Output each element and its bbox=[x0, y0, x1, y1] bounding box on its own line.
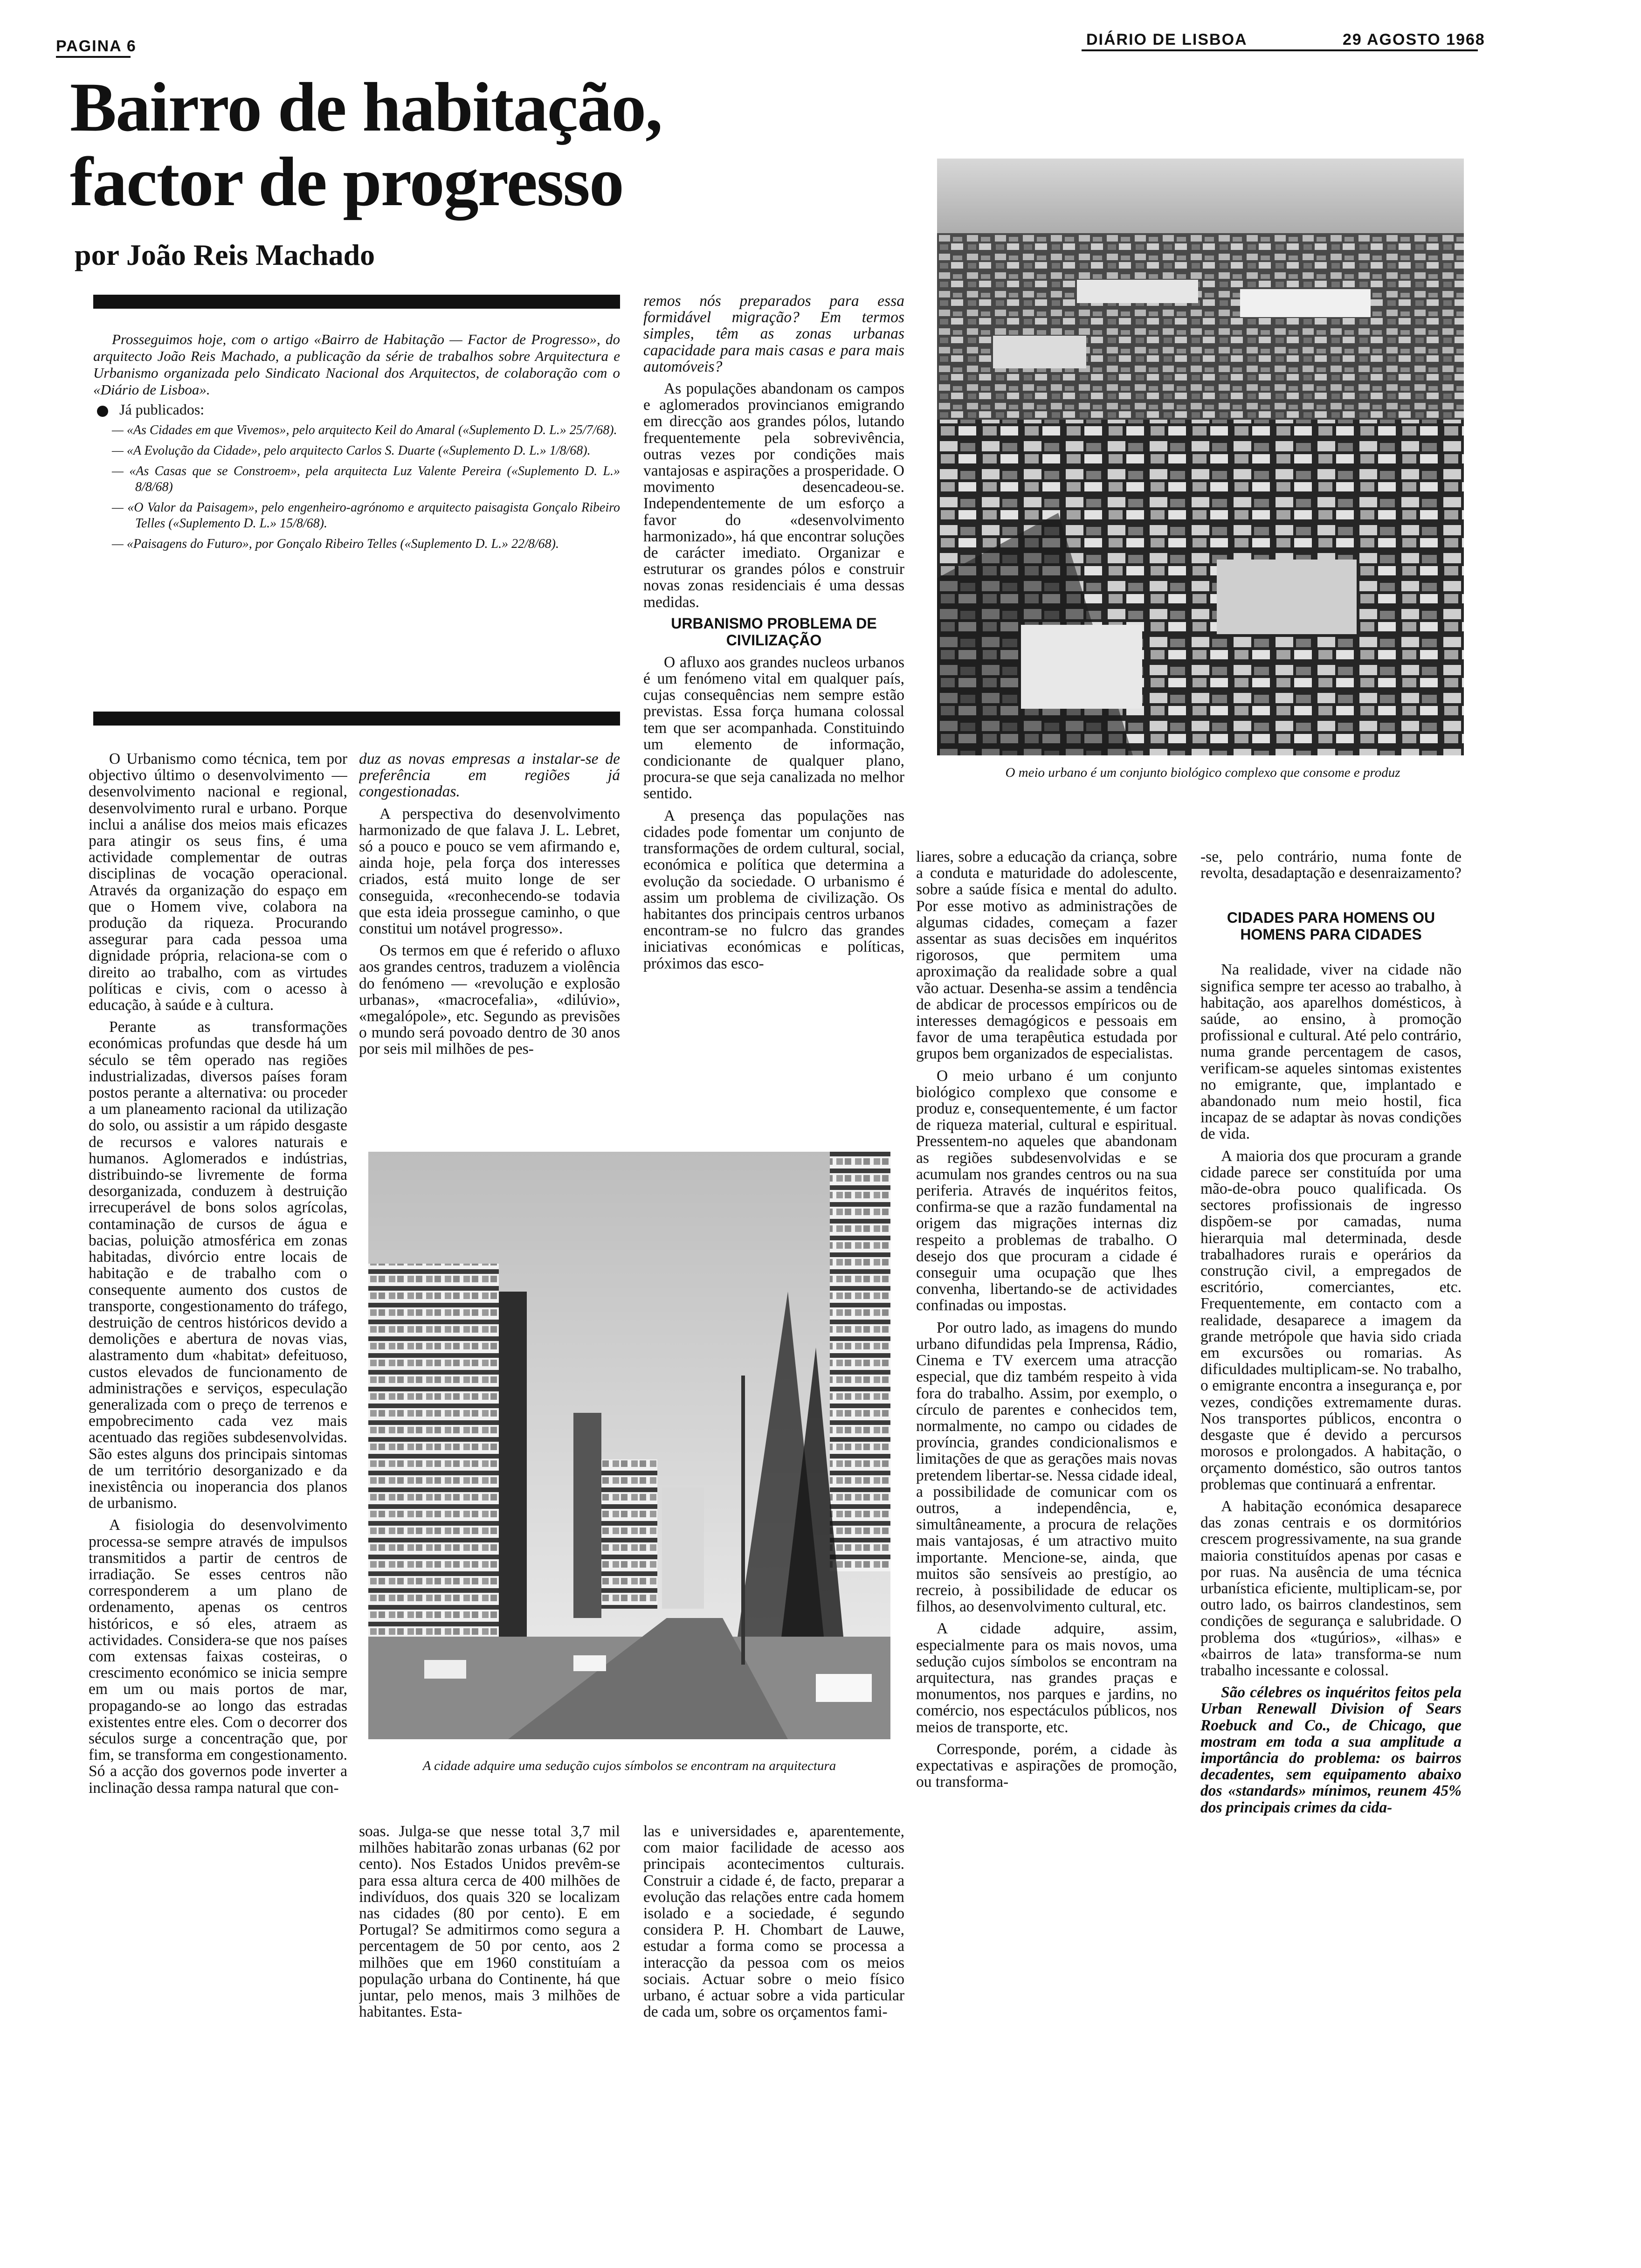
published-label: Já publicados: bbox=[93, 401, 620, 418]
published-item: — «O Valor da Paisagem», pelo engenheiro-agrónomo e arquitecto paisagista Gonçalo Ribeiro Telles («Suplemento D. L.» 15/8/68). bbox=[112, 500, 620, 531]
newspaper-name: DIÁRIO DE LISBOA bbox=[1086, 31, 1248, 48]
paragraph: Por outro lado, as imagens do mundo urbano difundidas pela Imprensa, Rádio, Cinema e TV exercem uma atracção especial, que diz também respeito à vida fora do trabalho. Assim, por exemplo, o círculo de parentes e conhecidos tem, normalmente, no campo ou cidades de província, grandes condicionalismos e limitações de que as gerações mais novas pretendem libertar-se. Nessa cidade ideal, a possibilidade de comunicar com os outros, a independência, e, simultâneamente, a procura de relações mais vantajosas, é um atractivo muito importante. Mencione-se, ainda, que muitos são sensíveis ao prestígio, ao recreio, à possibilidade de educar os filhos, ao desenvolvimento cultural, etc. bbox=[916, 1319, 1177, 1616]
paragraph: soas. Julga-se que nesse total 3,7 mil milhões habitarão zonas urbanas (62 por cento). Nos Estados Unidos prevêm-se para essa altura cerca de 400 milhões de indivíduos, dos quais 320 se localizam nas cidades (80 por cento). E em Portugal? Se admitirmos como segura a percentagem de 50 por cento, aos 2 milhões que em 1960 constituíam a população urbana do Continente, há que juntar, pelo menos, mais 3 milhões de habitantes. Esta- bbox=[359, 1823, 620, 2021]
paragraph: A presença das populações nas cidades pode fomentar um conjunto de transformações de ordem cultural, social, económica e política que determina a evolução da sociedade. O urbanismo é assim um problema de civilização. Os habitantes dos principais centros urbanos encontram-se no fulcro das grandes iniciativas económicas e políticas, próximos das esco- bbox=[643, 807, 904, 972]
published-item: — «A Evolução da Cidade», pelo arquitecto Carlos S. Duarte («Suplemento D. L.» 1/8/68). bbox=[112, 443, 591, 458]
bullet-icon bbox=[97, 406, 108, 417]
street-city-illustration bbox=[368, 1152, 890, 1739]
subhead-urbanismo: URBANISMO PROBLEMA DE CIVILIZAÇÃO bbox=[671, 615, 877, 649]
column-4 bbox=[916, 849, 1177, 2196]
title-line-2: factor de progresso bbox=[70, 143, 623, 221]
paragraph: A fisiologia do desenvolvimento processa-se sempre através de impulsos transmitidos a partir de centros de irradiação. Se esses centros não corresponderem a um plano de ordenamento, apenas os centros históricos, e só eles, atraem as actividades. Considera-se que nos países com extensas faixas costeiras, o crescimento económico se inicia sempre em um ou mais portos de mar, propagando-se ao longo das estradas existentes entre eles. Com o decorrer dos séculos surge a concentração que, por fim, se transforma em congestionamento. Só a acção dos governos pode inverter a inclinação dessa rampa natural que con- bbox=[89, 1516, 347, 1797]
column-2-top bbox=[359, 751, 620, 1147]
article-title bbox=[70, 70, 676, 219]
issue-date: 29 AGOSTO 1968 bbox=[1343, 31, 1485, 48]
paragraph: O afluxo aos grandes nucleos urbanos é um fenómeno vital em qualquer país, cujas consequências nem sempre estão previstas. Essa força humana colossal tem que ser acompanhada. Constituindo um elemento de informação, condicionante de qualquer plano, procura-se que seja canalizada no melhor sentido. bbox=[643, 653, 904, 802]
caption-city: A cidade adquire uma sedução cujos símbolos se encontram na arquitectura bbox=[422, 1758, 836, 1773]
column-middle-top bbox=[643, 293, 904, 1183]
published-item: — «As Casas que se Constroem», pela arquitecta Luz Valente Pereira («Suplemento D. L.» 8/8/68) bbox=[112, 464, 620, 494]
aerial-city-illustration bbox=[937, 159, 1464, 755]
paragraph: duz as novas empresas a instalar-se de preferência em regiões já congestionadas. bbox=[359, 751, 620, 801]
intro-rule-top bbox=[93, 295, 620, 309]
paragraph: Corresponde, porém, a cidade às expectativas e aspirações de promoção, ou transforma- bbox=[916, 1740, 1177, 1791]
header-underline-right bbox=[1082, 49, 1478, 51]
title-line-1: Bairro de habitação, bbox=[70, 69, 662, 146]
paragraph: A habitação económica desaparece das zonas centrais e os dormitórios crescem progressivamente, na sua grande maioria constituídos apenas por casas e por ruas. Na ausência de uma técnica urbanística eficiente, multiplicam-se, por outro lado, os bairros clandestinos, sem condições de segurança e salubridade. O problema dos «tugúrios», «ilhas» e «bairros de lata» transforma-se num trabalho incessante e colossal. bbox=[1200, 1497, 1462, 1679]
column-5 bbox=[1200, 849, 1462, 2196]
paragraph: liares, sobre a educação da criança, sobre a conduta e maturidade do adolescente, sobre a saúde física e mental do adulto. Por esse motivo as administrações de algumas cidades, começam a fazer assentar as suas decisões em inquéritos rigorosos, que permitem uma aproximação da realidade sobre a qual vão actuar. Desenha-se assim a tendência de abdicar de processos empíricos ou de interesses demagógicos e pessoais em favor de uma terapêutica estudada por grupos bem organizados de especialistas. bbox=[916, 849, 1177, 1063]
paragraph: Perante as transformações económicas profundas que desde há um século se têm operado nas regiões industrializadas, diversos países foram postos perante a alternativa: ou proceder a um planeamento racional da utilização do solo, ou assistir a um rápido desgaste de recursos e valores naturais e humanos. Aglomerados e indústrias, distribuindo-se livremente de forma desorganizada, conduzem à destruição irrecuperável de bons solos agrícolas, contaminação de cursos de água e bacias, poluição atmosférica em zonas habitadas, divórcio entre locais de habitação e de trabalho com o consequente aumento dos custos de transporte, congestionamento do tráfego, destruição de centros históricos devido a demolições e abertura de novas vias, alastramento dum «habitat» defeituoso, custos elevados de funcionamento de administrações e serviços, especulação generalizada com o preço de terrenos e empobrecimento cada vez mais acentuado das regiões subdesenvolvidas. São estes alguns dos principais sintomas de um território desorganizado e da inexistência ou inoperancia dos planos de urbanismo. bbox=[89, 1018, 347, 1512]
intro-text: Prosseguimos hoje, com o artigo «Bairro de Habitação — Factor de Progresso», do arquitecto João Reis Machado, a publicação da série de trabalhos sobre Arquitectura e Urbanismo organizada pelo Sindicato Nacional dos Arquitectos, de colaboração com o «Diário de Lisboa». bbox=[93, 331, 620, 398]
byline: por João Reis Machado bbox=[75, 238, 375, 271]
paragraph: O Urbanismo como técnica, tem por objectivo último o desenvolvimento — desenvolvimento nacional e regional, desenvolvimento rural e urbano. Porque inclui a análise dos meios mais eficazes para atingir os seus fins, é uma actividade complementar de outras disciplinas de vocação operacional. Através da organização do espaço em que o Homem vive, colabora na produção da riqueza. Procurando assegurar para cada pessoa uma dignidade própria, relaciona-se com o direito ao trabalho, com as virtudes políticas e civis, com o acesso à educação, à saúde e à cultura. bbox=[89, 751, 347, 1014]
column-3-bottom bbox=[643, 1823, 904, 2196]
column-1 bbox=[89, 751, 347, 2196]
caption-aerial: O meio urbano é um conjunto biológico complexo que consome e produz bbox=[1005, 765, 1400, 780]
paragraph: São célebres os inquéritos feitos pela Urban Renewall Division of Sears Roebuck and Co., de Chicago, que mostram em toda a sua amplitude a importância do problema: os bairros decadentes, sem equipamento abaixo dos «standards» mínimos, reunem 45% dos principais crimes da cida- bbox=[1200, 1684, 1462, 1816]
header-underline-left bbox=[56, 56, 131, 58]
paragraph: las e universidades e, aparentemente, com maior facilidade de acesso aos principais acontecimentos culturais. Construir a cidade é, de facto, preparar a evolução das relações entre cada homem isolado e a sociedade, é segundo considera P. H. Chombart de Lauwe, estudar a forma como se processa a interacção da pessoa com os meios sociais. Actuar sobre o meio físico urbano, é actuar sobre a vida particular de cada um, sobre os orçamentos fami- bbox=[643, 1823, 904, 2021]
paragraph: As populações abandonam os campos e aglomerados provincianos emigrando em direcção aos grandes pólos, lutando frequentemente pela sobrevivência, outras vezes por condições mais vantajosas e aspirações a prosperidade. O movimento desencadeou-se. Independentemente de um esforço a favor do «desenvolvimento harmonizado», há que encontrar soluções de carácter imediato. Organizar e estruturar os grandes pólos e construir novas zonas residenciais é uma dessas medidas. bbox=[643, 380, 904, 611]
paragraph: O meio urbano é um conjunto biológico complexo que consome e produz e, consequentemente, é um factor de riqueza material, cultural e espiritual. Pressentem-no aqueles que abandonam as regiões subdesenvolvidas e se acumulam nos grandes centros ou na sua periferia. Através de inquéritos feitos, confirma-se que a razão fundamental na origem das migrações internas diz respeito a problemas de trabalho. O desejo dos que procuram a cidade é conseguir uma ocupação que lhes convenha, libertando-se de actividades confinadas ou impostas. bbox=[916, 1067, 1177, 1314]
street-city-photo bbox=[368, 1152, 890, 1739]
subhead-cidades: CIDADES PARA HOMENS OU HOMENS PARA CIDADES bbox=[1227, 909, 1435, 943]
published-item: — «Paisagens do Futuro», por Gonçalo Ribeiro Telles («Suplemento D. L.» 22/8/68). bbox=[112, 537, 559, 551]
paragraph: A perspectiva do desenvolvimento harmonizado de que falava J. L. Lebret, só a pouco e pouco se vem afirmando e, ainda hoje, pela força dos interesses criados, está muito longe de ser conseguida, «reconhecendo-se todavia que esta ideia prossegue caminho, o que constitui um notável progresso». bbox=[359, 805, 620, 938]
paragraph: A cidade adquire, assim, especialmente para os mais novos, uma sedução cujos símbolos se encontram na arquitectura, nas grandes praças e monumentos, nos parques e jardins, no comércio, nos espectáculos públicos, nos meios de transporte, etc. bbox=[916, 1620, 1177, 1736]
intro-box bbox=[93, 331, 620, 552]
intro-rule-bottom bbox=[93, 712, 620, 726]
published-item: — «As Cidades em que Vivemos», pelo arquitecto Keil do Amaral («Suplemento D. L.» 25/7/68). bbox=[112, 423, 617, 437]
paragraph: remos nós preparados para essa formidável migração? Em termos simples, têm as zonas urbanas capacidade para mais casas e para mais automóveis? bbox=[643, 293, 904, 375]
paragraph: -se, pelo contrário, numa fonte de revolta, desadaptação e desenraizamento? bbox=[1200, 849, 1462, 882]
paragraph: A maioria dos que procuram a grande cidade parece ser constituída por uma mão-de-obra pouco qualificada. Os sectores profissionais de ingresso dispõem-se por camadas, numa hierarquia mal determinada, desde trabalhadores rurais e operários da construção civil, a empregados de escritório, comerciantes, etc. Frequentemente, em contacto com a realidade, desaparece a imagem da grande metrópole que havia sido criada em excursões ou romarias. As dificuldades multiplicam-se. No trabalho, o emigrante encontra a insegurança e, por vezes, condições extremamente duras. Nos transportes públicos, encontra o desgaste que é devido a percursos morosos e prolongados. A habitação, o orçamento doméstico, são outros tantos problemas que continuará a enfrentar. bbox=[1200, 1147, 1462, 1493]
page-label: PAGINA 6 bbox=[56, 37, 137, 55]
aerial-city-photo bbox=[937, 159, 1464, 755]
paragraph: Os termos em que é referido o afluxo aos grandes centros, traduzem a violência do fenómeno — «revolução e explosão urbanas», «macrocefalia», «dilúvio», «megalópole», etc. Segundo as previsões o mundo será povoado dentro de 30 anos por seis mil milhões de pes- bbox=[359, 942, 620, 1058]
paragraph: Na realidade, viver na cidade não significa sempre ter acesso ao trabalho, à habitação, aos aparelhos domésticos, à saúde, ao ensino, à promoção profissional e cultural. Até pelo contrário, numa grande percentagem de casos, verificam-se aqueles sintomas existentes no emigrante, que, implantado e abandonado num meio hostil, fica incapaz de se adaptar às novas condições de vida. bbox=[1200, 961, 1462, 1143]
column-2-bottom bbox=[359, 1823, 620, 2196]
